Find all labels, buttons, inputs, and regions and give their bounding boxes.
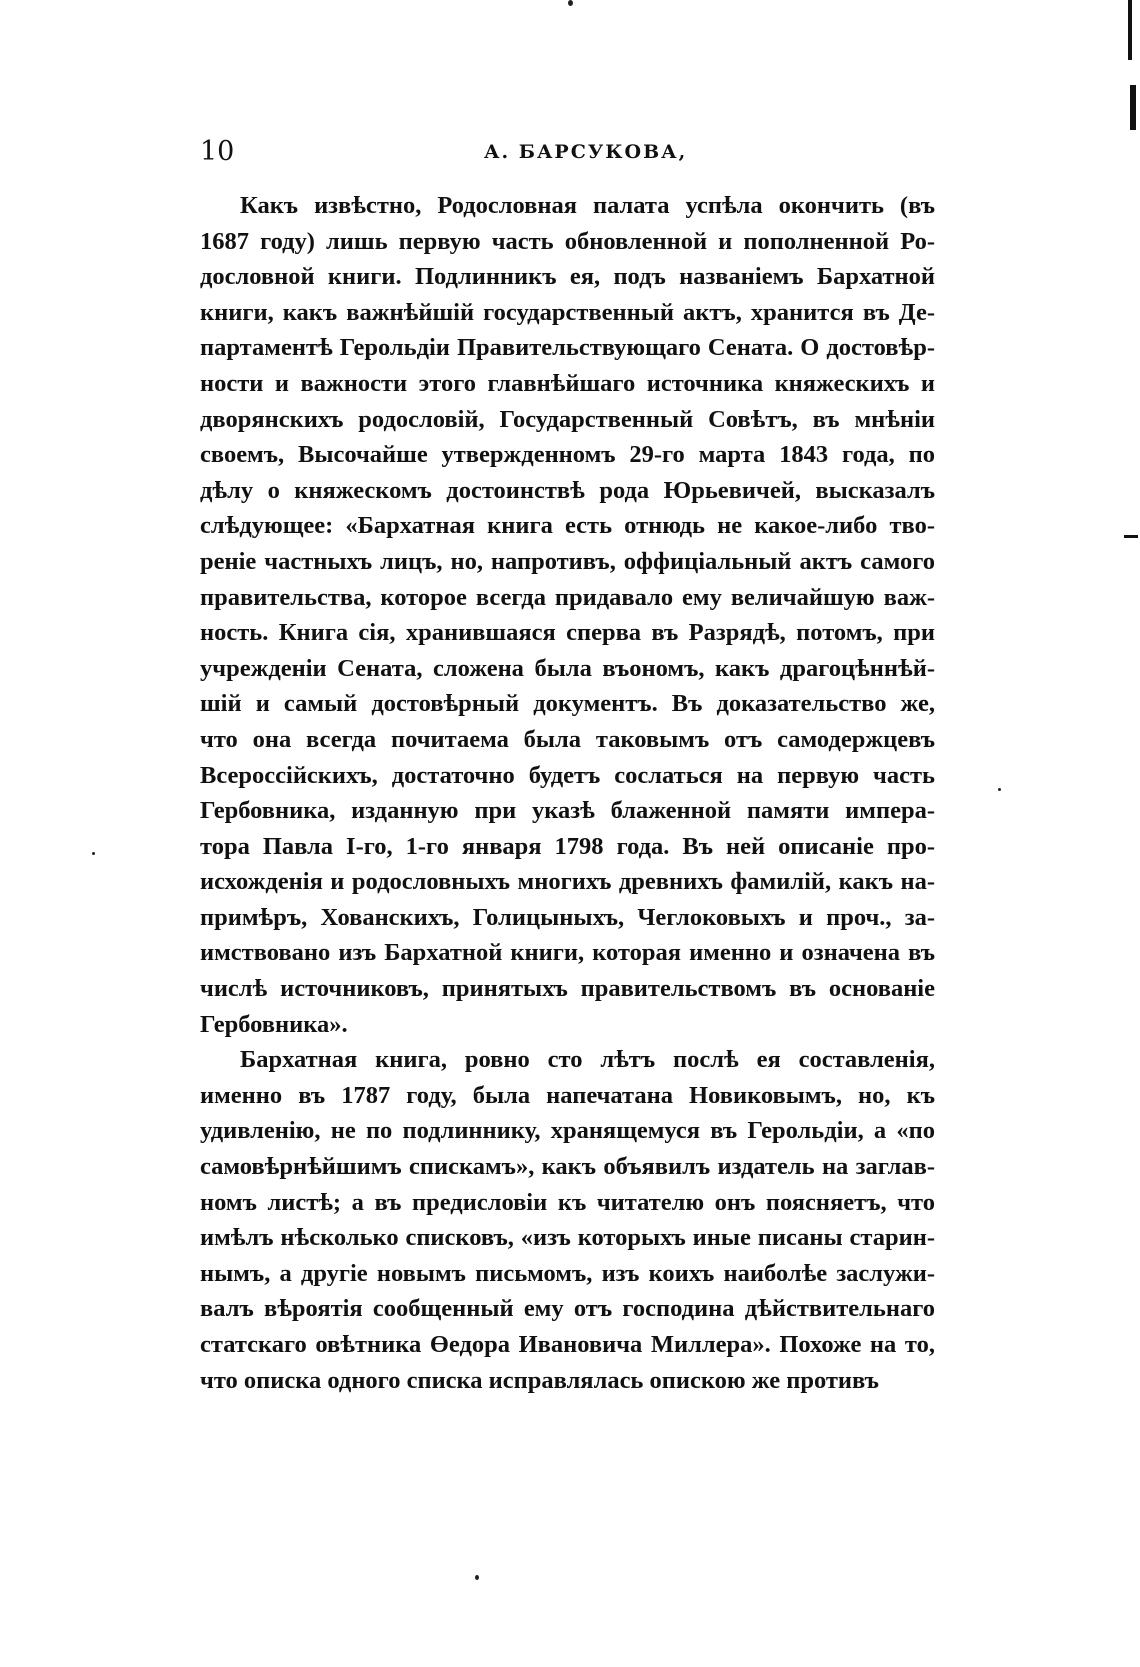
text-line: что она всегда почитаема была таковымъ отъ самодержцевъ xyxy=(200,725,935,753)
paragraph-1 xyxy=(200,188,935,1042)
scan-edge-mark xyxy=(1130,85,1136,130)
scan-speck xyxy=(475,1575,479,1580)
text-line: 1687 году) лишь первую часть обновленной и пополненной Ро- xyxy=(200,227,935,255)
text-line: числѣ источниковъ, принятыхъ правительствомъ въ основаніе xyxy=(200,975,935,1003)
text-line: книги, какъ важнѣйшій государственный актъ, хранится въ Де- xyxy=(200,298,935,326)
text-line: именно въ 1787 году, была напечатана Новиковымъ, но, къ xyxy=(200,1081,935,1109)
text-line: своемъ, Высочайше утвержденномъ 29-го марта 1843 года, по xyxy=(200,441,935,469)
text-line: примѣръ, Хованскихъ, Голицыныхъ, Чеглоковыхъ и проч., за- xyxy=(200,903,935,931)
text-line: удивленію, не по подлиннику, хранящемуся въ Герольдіи, а «по xyxy=(200,1117,935,1145)
text-line: самовѣрнѣйшимъ спискамъ», какъ объявилъ издатель на заглав- xyxy=(200,1153,935,1181)
text-line: имѣлъ нѣсколько списковъ, «изъ которыхъ иные писаны старин- xyxy=(200,1224,935,1252)
text-line: статскаго овѣтника Өедора Ивановича Миллера». Похоже на то, xyxy=(200,1331,935,1358)
scan-speck xyxy=(568,0,573,6)
text-line: Гербовника, изданную при указѣ блаженной памяти импера- xyxy=(200,797,935,825)
text-line: номъ листѣ; а въ предисловіи къ читателю онъ поясняетъ, что xyxy=(200,1188,935,1216)
scan-speck xyxy=(998,788,1001,791)
page-header xyxy=(200,132,945,172)
text-line: Бархатная книга, ровно сто лѣтъ послѣ ея составленія, xyxy=(240,1046,935,1074)
page-number: 10 xyxy=(200,136,235,167)
text-line: нымъ, а другіе новымъ письмомъ, изъ коихъ наиболѣе заслужи- xyxy=(200,1259,935,1287)
text-line: дворянскихъ родословій, Государственный Совѣтъ, въ мнѣніи xyxy=(200,405,935,433)
text-line: Какъ извѣстно, Родословная палата успѣла окончить (въ xyxy=(240,192,935,219)
text-line: ность. Книга сія, хранившаяся сперва въ Разрядѣ, потомъ, при xyxy=(200,619,935,647)
paragraph-2 xyxy=(200,1042,935,1398)
text-line: шій и самый достовѣрный документъ. Въ доказательство же, xyxy=(200,690,935,718)
text-line: Всероссійскихъ, достаточно будетъ сослаться на первую часть xyxy=(200,761,935,789)
text-line: имствовано изъ Бархатной книги, которая именно и означена въ xyxy=(200,939,935,967)
text-line: правительства, которое всегда придавало ему величайшую важ- xyxy=(200,583,935,611)
text-line: тора Павла I-го, 1-го января 1798 года. Въ ней описаніе про- xyxy=(200,832,935,860)
text-line: валъ вѣроятія сообщенный ему отъ господина дѣйствительнаго xyxy=(200,1295,935,1323)
text-line: что описка одного списка исправлялась опискою же противъ xyxy=(200,1366,879,1394)
running-head: А. БАРСУКОВА, xyxy=(484,141,688,163)
body-text xyxy=(200,188,935,1398)
text-line: дѣлу о княжескомъ достоинствѣ рода Юрьевичей, высказалъ xyxy=(200,476,935,504)
text-line: дословной книги. Подлинникъ ея, подъ названіемъ Бархатной xyxy=(200,263,935,291)
text-line: реніе частныхъ лицъ, но, напротивъ, оффиціальный актъ самого xyxy=(200,547,935,575)
text-line: исхожденія и родословныхъ многихъ древнихъ фамилій, какъ на- xyxy=(200,868,935,896)
scan-edge-mark xyxy=(1124,535,1138,538)
text-line: учрежденіи Сената, сложена была въономъ, какъ драгоцѣннѣй- xyxy=(200,654,935,682)
scan-speck xyxy=(92,852,95,855)
text-line: ности и важности этого главнѣйшаго источника княжескихъ и xyxy=(200,369,935,397)
text-line: Гербовника». xyxy=(200,1010,348,1038)
text-line: партаментѣ Герольдіи Правительствующаго Сената. О достовѣр- xyxy=(200,334,935,362)
text-line: слѣдующее: «Бархатная книга есть отнюдь не какое-либо тво- xyxy=(200,512,935,540)
scan-edge-mark xyxy=(1128,0,1132,60)
